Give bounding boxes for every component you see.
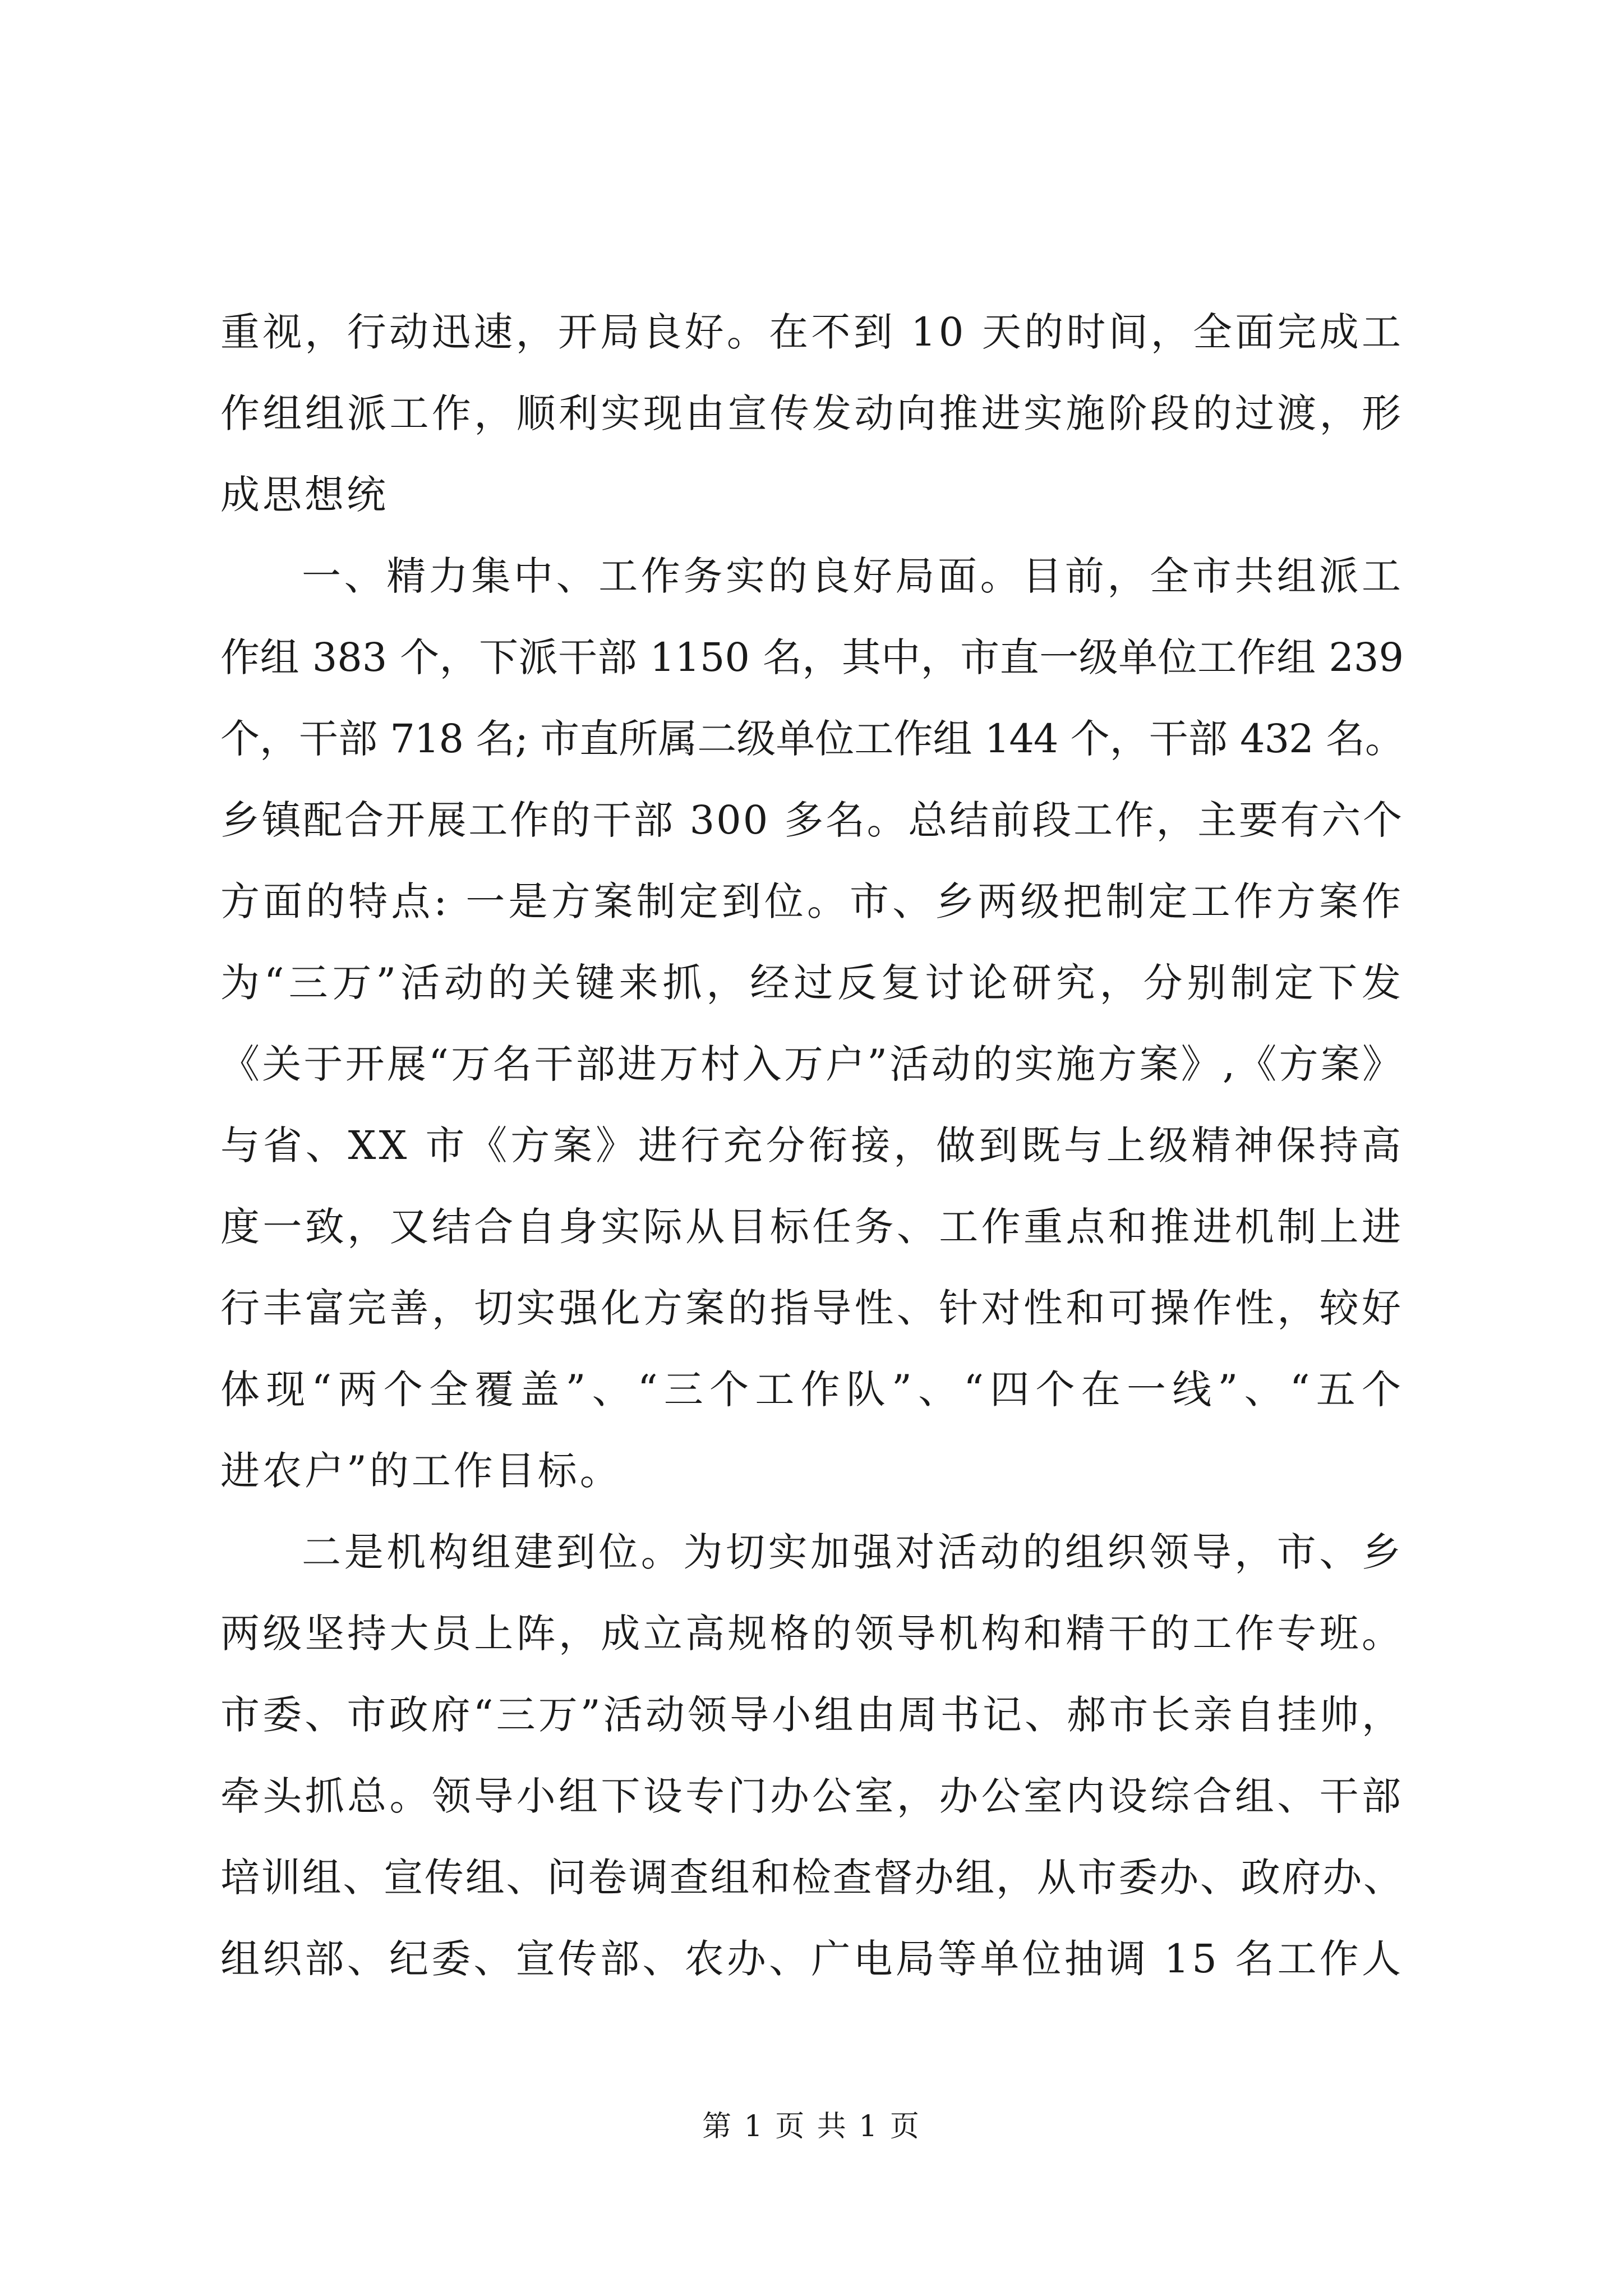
text-line: 重视，行动迅速，开局良好。在不到 10 天的时间，全面完成工 — [220, 309, 1404, 355]
text-line: 为“三万”活动的关键来抓，经过反复讨论研究，分别制定下发 — [220, 960, 1404, 1006]
text-line: 体现“两个全覆盖”、“三个工作队”、“四个在一线”、“五个 — [220, 1366, 1404, 1412]
text-line: 成思想统 — [220, 472, 389, 518]
text-line: 作组组派工作，顺利实现由宣传发动向推进实施阶段的过渡，形 — [220, 390, 1404, 436]
text-line: 二是机构组建到位。为切实加强对活动的组织领导，市、乡 — [302, 1529, 1404, 1575]
document-body — [220, 292, 1404, 2000]
text-line: 组织部、纪委、宣传部、农办、广电局等单位抽调 15 名工作人 — [220, 1936, 1404, 1982]
text-line: 一、精力集中、工作务实的良好局面。目前，全市共组派工 — [302, 553, 1404, 599]
text-line: 市委、市政府“三万”活动领导小组由周书记、郝市长亲自挂帅， — [220, 1692, 1404, 1738]
text-line: 方面的特点: 一是方案制定到位。市、乡两级把制定工作方案作 — [220, 878, 1404, 924]
text-line: 进农户”的工作目标。 — [220, 1448, 622, 1494]
text-line: 个，干部 718 名; 市直所属二级单位工作组 144 个，干部 432 名。 — [220, 716, 1404, 762]
text-line: 《关于开展“万名干部进万村入万户”活动的实施方案》,《方案》 — [220, 1041, 1404, 1087]
text-line: 乡镇配合开展工作的干部 300 多名。总结前段工作，主要有六个 — [220, 797, 1404, 843]
text-line: 作组 383 个，下派干部 1150 名，其中，市直一级单位工作组 239 — [220, 634, 1404, 680]
page-number-footer: 第 1 页 共 1 页 — [702, 2110, 921, 2143]
text-line: 牵头抓总。领导小组下设专门办公室，办公室内设综合组、干部 — [220, 1773, 1404, 1819]
text-line: 行丰富完善，切实强化方案的指导性、针对性和可操作性，较好 — [220, 1285, 1404, 1331]
text-line: 培训组、宣传组、问卷调查组和检查督办组，从市委办、政府办、 — [220, 1855, 1404, 1901]
text-line: 度一致，又结合自身实际从目标任务、工作重点和推进机制上进 — [220, 1204, 1404, 1250]
text-line: 与省、XX 市《方案》进行充分衔接，做到既与上级精神保持高 — [220, 1122, 1404, 1168]
text-line: 两级坚持大员上阵，成立高规格的领导机构和精干的工作专班。 — [220, 1611, 1404, 1657]
